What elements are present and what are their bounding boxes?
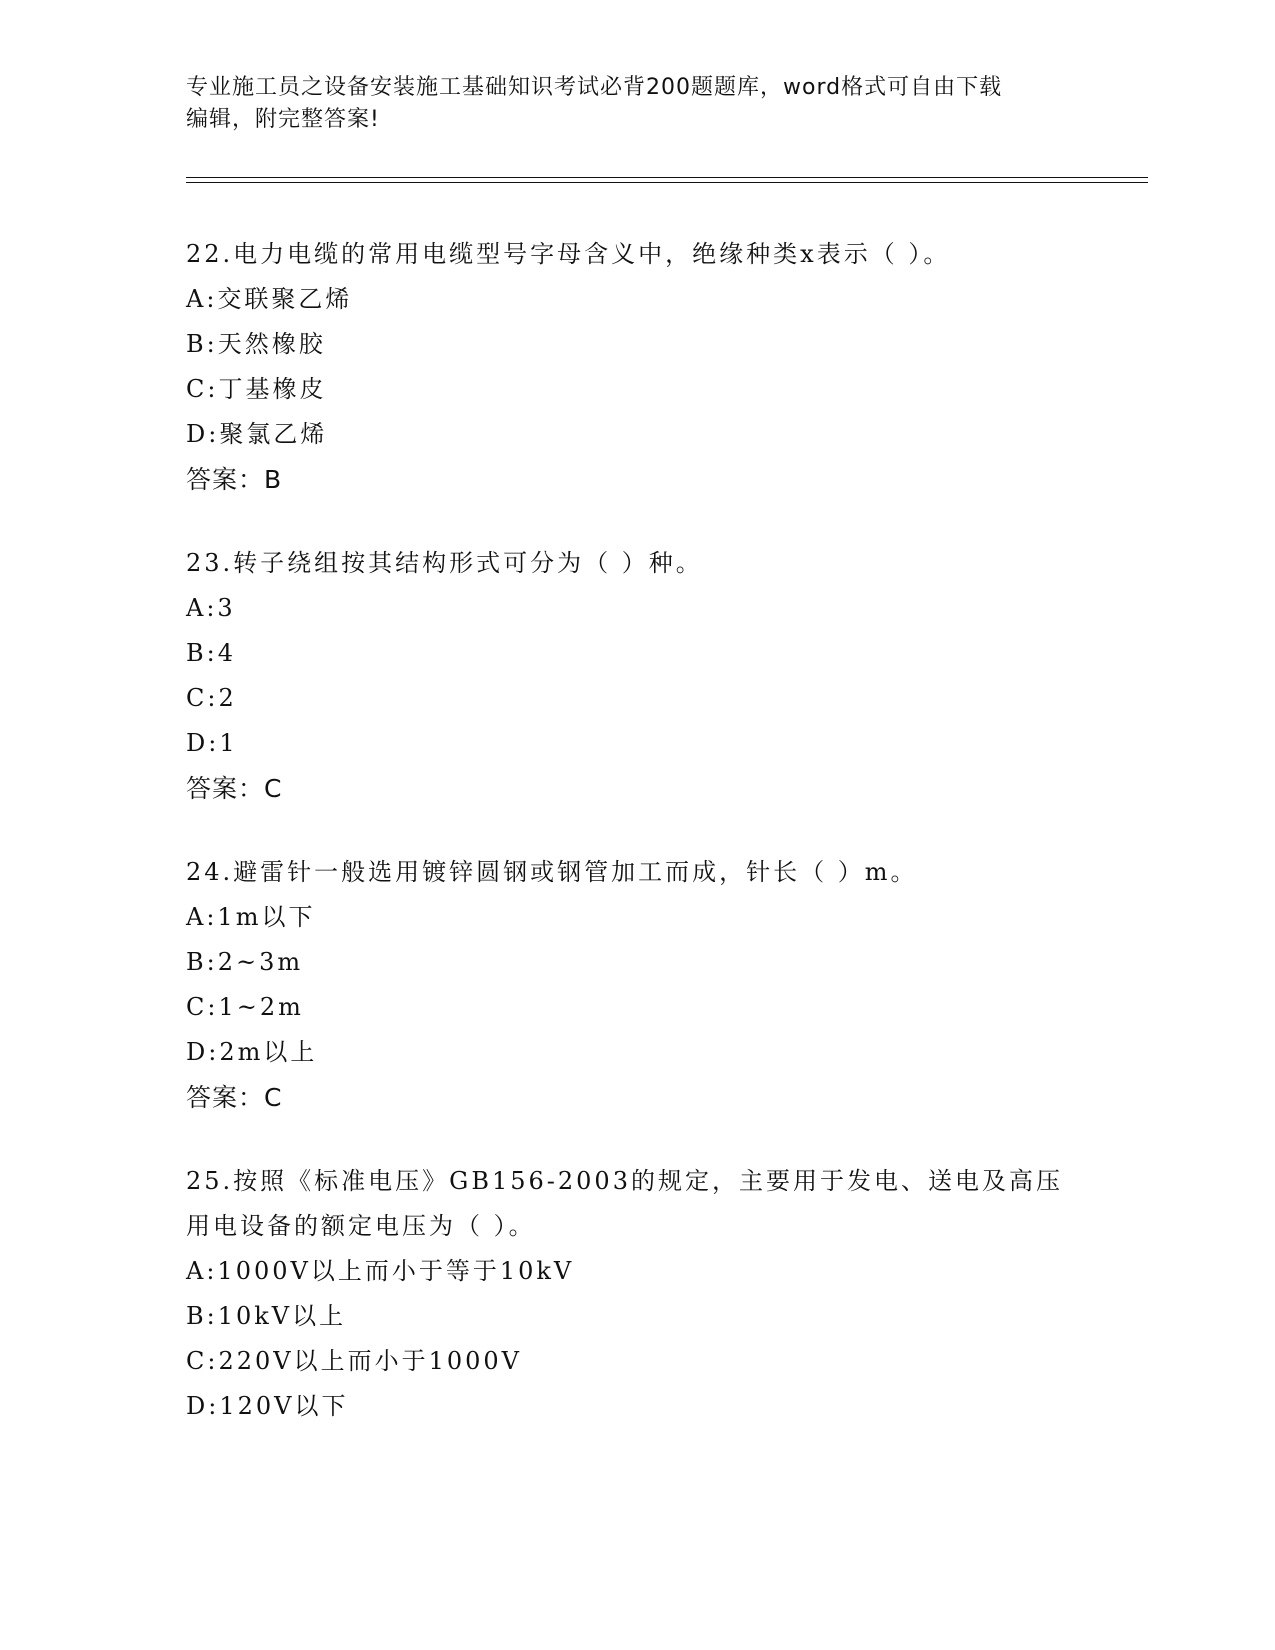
option-b: B:10kV以上 bbox=[186, 1302, 347, 1330]
question-stem: 23.转子绕组按其结构形式可分为（ ）种。 bbox=[186, 549, 703, 577]
option-d: D:聚氯乙烯 bbox=[186, 420, 328, 448]
option-d: D:120V以下 bbox=[186, 1392, 349, 1420]
option-a: A:1m以下 bbox=[186, 903, 316, 931]
question-25 bbox=[186, 1159, 1086, 1429]
option-b: B:2~3m bbox=[186, 948, 304, 976]
option-a: A:1000V以上而小于等于10kV bbox=[186, 1257, 575, 1285]
option-d: D:2m以上 bbox=[186, 1038, 318, 1066]
question-list bbox=[186, 232, 1086, 1467]
option-c: C:220V以上而小于1000V bbox=[186, 1347, 522, 1375]
question-stem: 22.电力电缆的常用电缆型号字母含义中，绝缘种类x表示（ ）。 bbox=[186, 240, 951, 268]
option-c: C:丁基橡皮 bbox=[186, 375, 327, 403]
question-stem: 24.避雷针一般选用镀锌圆钢或钢管加工而成，针长（ ）m。 bbox=[186, 858, 918, 886]
option-a: A:交联聚乙烯 bbox=[186, 285, 353, 313]
header-divider-bottom bbox=[186, 182, 1148, 183]
header-title-line-2: 编辑，附完整答案! bbox=[186, 107, 380, 132]
answer-line: 答案：C bbox=[186, 774, 283, 803]
option-b: B:天然橡胶 bbox=[186, 330, 326, 358]
question-stem-line-1: 25.按照《标准电压》GB156-2003的规定，主要用于发电、送电及高压 bbox=[186, 1167, 1063, 1195]
option-a: A:3 bbox=[186, 594, 236, 622]
option-b: B:4 bbox=[186, 639, 236, 667]
question-24 bbox=[186, 850, 1086, 1121]
header-title-line-1: 专业施工员之设备安装施工基础知识考试必背200题题库，word格式可自由下载 bbox=[186, 75, 1003, 100]
answer-line: 答案：B bbox=[186, 465, 283, 494]
header-divider-top bbox=[186, 177, 1148, 178]
question-stem-line-2: 用电设备的额定电压为（ ）。 bbox=[186, 1212, 536, 1240]
answer-line: 答案：C bbox=[186, 1083, 283, 1112]
option-d: D:1 bbox=[186, 729, 238, 757]
question-23 bbox=[186, 541, 1086, 812]
document-header bbox=[186, 72, 1086, 136]
question-22 bbox=[186, 232, 1086, 503]
option-c: C:1~2m bbox=[186, 993, 304, 1021]
option-c: C:2 bbox=[186, 684, 237, 712]
